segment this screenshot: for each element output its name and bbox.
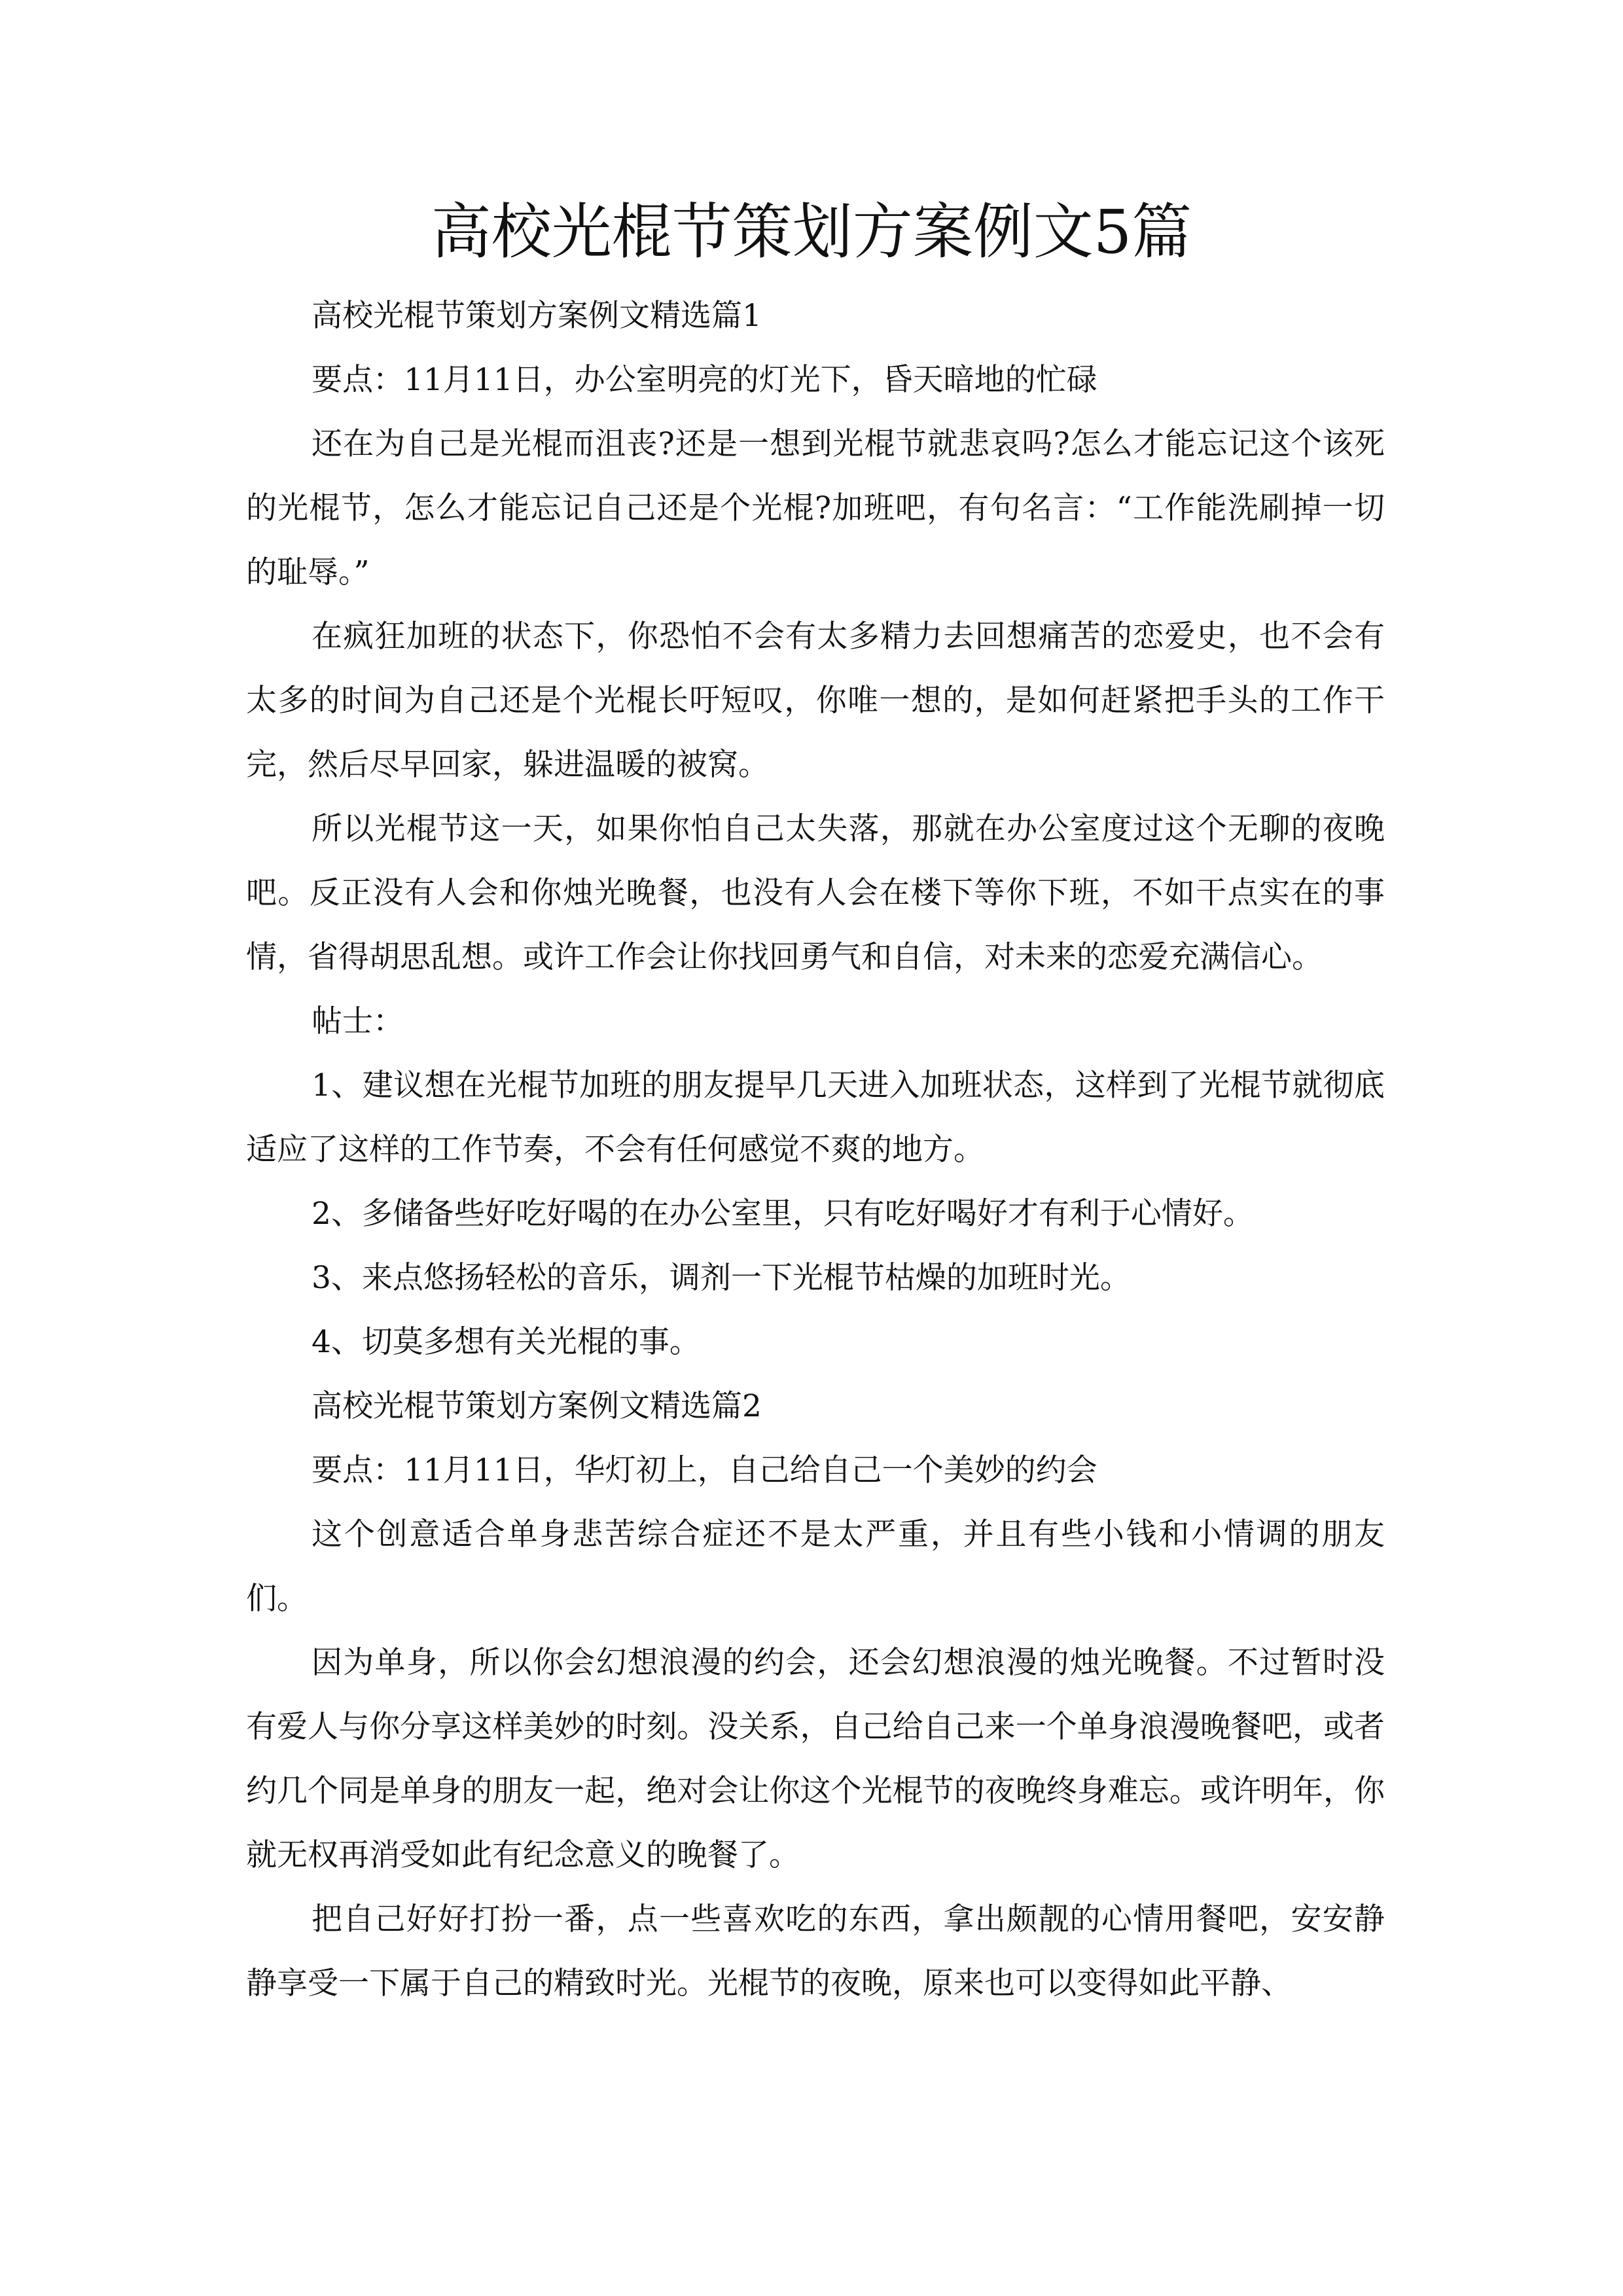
paragraph: 因为单身，所以你会幻想浪漫的约会，还会幻想浪漫的烛光晚餐。不过暂时没有爱人与你分享这样美妙的时刻。没关系，自己给自己来一个单身浪漫晚餐吧，或者约几个同是单身的朋友一起，绝对会让你这个光棍节的夜晚终身难忘。或许明年，你就无权再消受如此有纪念意义的晚餐了。 xyxy=(246,1645,1385,1873)
key-point-2: 要点：11月11日，华灯初上，自己给自己一个美妙的约会 xyxy=(312,1452,1097,1488)
tip-item: 1、建议想在光棍节加班的朋友提早几天进入加班状态，这样到了光棍节就彻底适应了这样的工作节奏，不会有任何感觉不爽的地方。 xyxy=(246,1067,1385,1168)
key-point-1: 要点：11月11日，办公室明亮的灯光下，昏天暗地的忙碌 xyxy=(312,362,1097,398)
section-heading-1: 高校光棍节策划方案例文精选篇1 xyxy=(312,298,762,334)
tip-item: 4、切莫多想有关光棍的事。 xyxy=(312,1324,700,1360)
section-heading-2: 高校光棍节策划方案例文精选篇2 xyxy=(312,1388,762,1424)
tip-item: 3、来点悠扬轻松的音乐，调剂一下光棍节枯燥的加班时光。 xyxy=(312,1260,1131,1296)
paragraph: 在疯狂加班的状态下，你恐怕不会有太多精力去回想痛苦的恋爱史，也不会有太多的时间为自己还是个光棍长吁短叹，你唯一想的，是如何赶紧把手头的工作干完，然后尽早回家，躲进温暖的被窝。 xyxy=(246,619,1385,783)
tips-label: 帖士： xyxy=(312,1003,404,1039)
paragraph: 这个创意适合单身悲苦综合症还不是太严重，并且有些小钱和小情调的朋友们。 xyxy=(246,1516,1385,1617)
paragraph: 所以光棍节这一天，如果你怕自己太失落，那就在办公室度过这个无聊的夜晚吧。反正没有人会和你烛光晚餐，也没有人会在楼下等你下班，不如干点实在的事情，省得胡思乱想。或许工作会让你找回勇气和自信，对未来的恋爱充满信心。 xyxy=(246,811,1385,975)
document-body xyxy=(246,284,1385,2016)
paragraph: 把自己好好打扮一番，点一些喜欢吃的东西，拿出颇靓的心情用餐吧，安安静静享受一下属于自己的精致时光。光棍节的夜晚，原来也可以变得如此平静、 xyxy=(246,1901,1385,2001)
tip-item: 2、多储备些好吃好喝的在办公室里，只有吃好喝好才有利于心情好。 xyxy=(312,1196,1254,1232)
paragraph: 还在为自己是光棍而沮丧?还是一想到光棍节就悲哀吗?怎么才能忘记这个该死的光棍节，怎么才能忘记自己还是个光棍?加班吧，有句名言：“工作能洗刷掉一切的耻辱。” xyxy=(246,426,1385,590)
document-title: 高校光棍节策划方案例文5篇 xyxy=(431,197,1192,267)
